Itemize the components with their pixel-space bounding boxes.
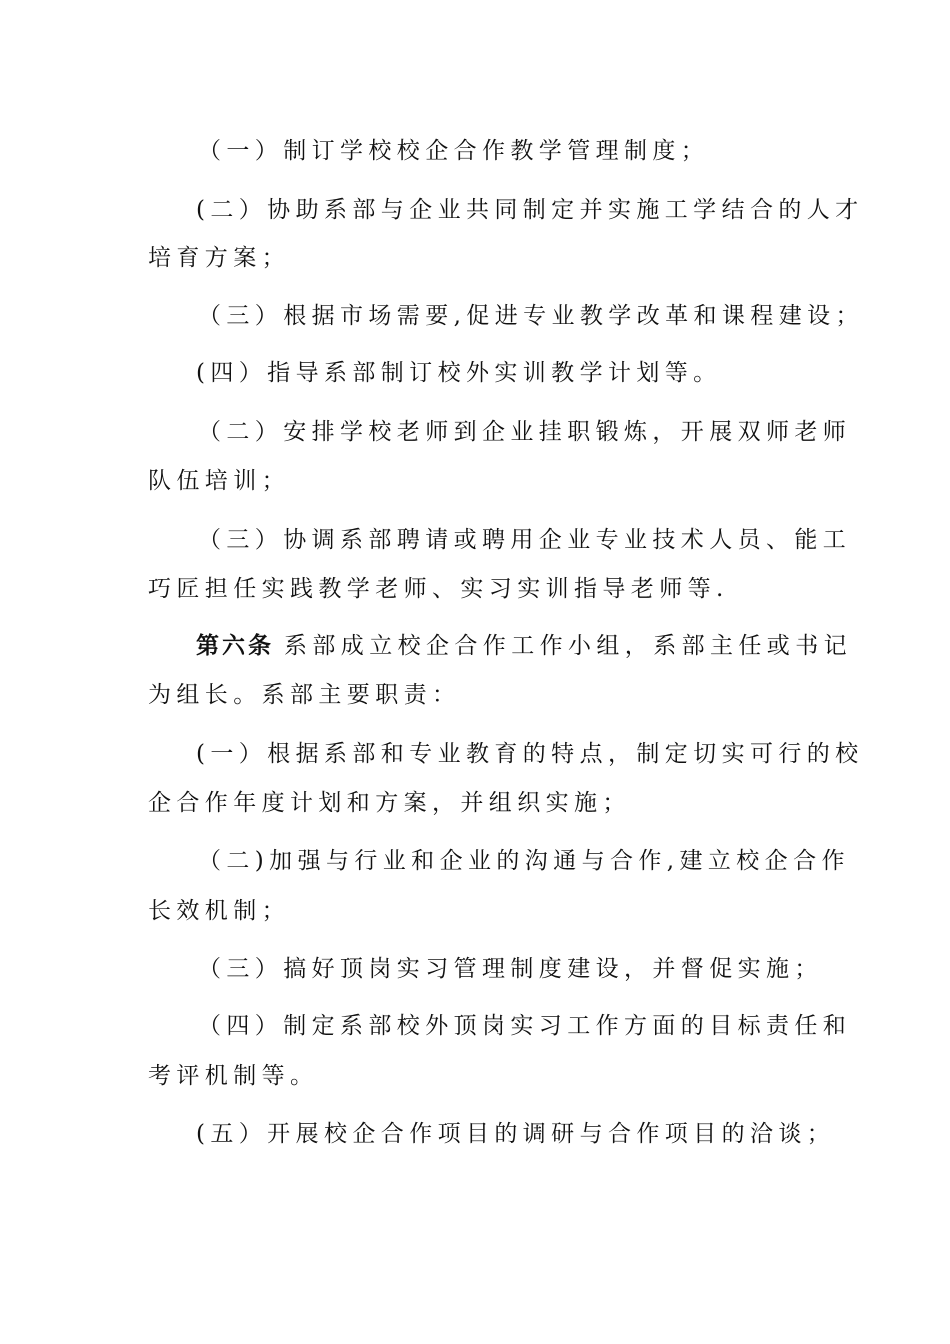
duty-item-4-line-1: （四）制定系部校外顶岗实习工作方面的目标责任和	[198, 1013, 852, 1039]
paragraph-item-6-line-2: 巧匠担任实践教学老师、实习实训指导老师等.	[148, 576, 729, 602]
article-heading: 第六条	[196, 632, 274, 659]
paragraph-item-4: (四）指导系部制订校外实训教学计划等。	[196, 360, 722, 386]
duty-item-1-line-1: (一）根据系部和专业教育的特点，制定切实可行的校	[196, 741, 864, 767]
duty-item-5: (五）开展校企合作项目的调研与合作项目的洽谈；	[196, 1121, 836, 1147]
paragraph-item-5-line-1: （二）安排学校老师到企业挂职锻炼，开展双师老师	[198, 419, 852, 445]
paragraph-item-2-line-1: (二）协助系部与企业共同制定并实施工学结合的人才	[196, 197, 864, 223]
duty-item-1-line-2: 企合作年度计划和方案，并组织实施；	[148, 790, 631, 816]
paragraph-item-6-line-1: （三）协调系部聘请或聘用企业专业技术人员、能工	[198, 527, 852, 553]
duty-item-2-line-1: （二)加强与行业和企业的沟通与合作,建立校企合作	[198, 848, 850, 874]
paragraph-item-5-line-2: 队伍培训；	[148, 468, 290, 494]
article-6-line-1	[196, 631, 856, 661]
duty-item-2-line-2: 长效机制；	[148, 898, 290, 924]
duty-item-4-line-2: 考评机制等。	[148, 1063, 319, 1089]
paragraph-item-3: （三）根据市场需要,促进专业教学改革和课程建设；	[198, 303, 864, 329]
article-6-text: 系部成立校企合作工作小组，系部主任或书记	[284, 633, 852, 659]
paragraph-item-1: （一）制订学校校企合作教学管理制度；	[198, 138, 710, 164]
duty-item-3: （三）搞好顶岗实习管理制度建设，并督促实施；	[198, 956, 823, 982]
paragraph-item-2-line-2: 培育方案；	[148, 245, 290, 271]
article-6-line-2: 为组长。系部主要职责：	[148, 682, 461, 708]
